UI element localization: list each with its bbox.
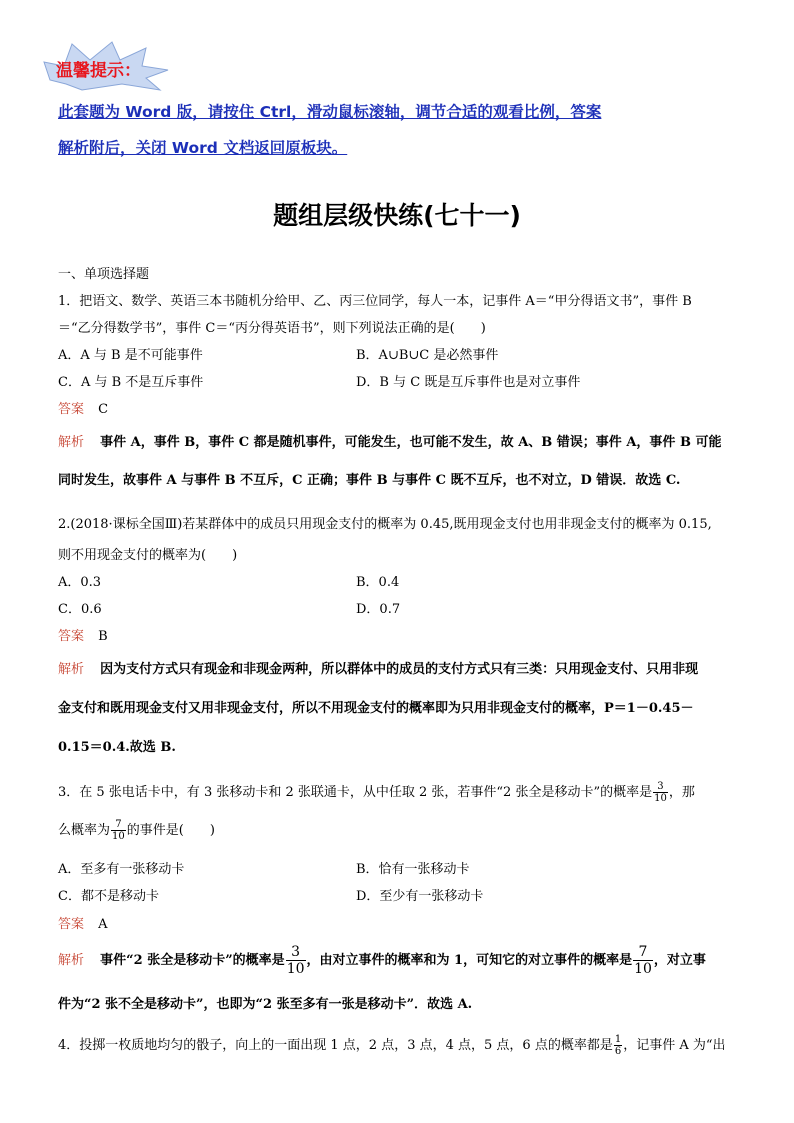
q3-stem-line-1 xyxy=(58,780,695,806)
q2-option-c: C．0.6 xyxy=(58,602,102,617)
analysis-label: 解析 xyxy=(58,953,85,968)
q2-option-b: B．0.4 xyxy=(356,575,400,590)
answer-value: B xyxy=(98,629,108,644)
fraction xyxy=(286,944,306,977)
fraction-numerator: 7 xyxy=(111,819,126,831)
fraction xyxy=(633,944,653,977)
fraction-denominator: 10 xyxy=(286,961,305,977)
q2-analysis-line-3 xyxy=(58,738,176,758)
fraction-numerator: 3 xyxy=(653,781,668,793)
q2-stem-line-1: 2.(2018·课标全国Ⅲ)若某群体中的成员只用现金支付的概率为 0.45,既用现金支付也用非现金支付的概率为 0.15, xyxy=(58,517,712,532)
q3-option-b: B．恰有一张移动卡 xyxy=(356,862,470,877)
fraction-denominator: 10 xyxy=(112,831,125,842)
fraction xyxy=(614,1034,622,1057)
q4-stem-text: ，记事件 A 为“出 xyxy=(623,1038,726,1053)
analysis-text: 件为“2 张不全是移动卡”，也即为“2 张至多有一张是移动卡”．故选 A. xyxy=(58,997,473,1012)
fraction xyxy=(653,781,668,804)
q3-stem-text: 3．在 5 张电话卡中，有 3 张移动卡和 2 张联通卡，从中任取 2 张，若事件“2 张全是移动卡”的概率是 xyxy=(58,785,653,800)
fraction-denominator: 10 xyxy=(634,961,652,977)
q3-answer xyxy=(58,915,108,935)
q1-option-a: A．A 与 B 是不可能事件 xyxy=(58,348,203,363)
q1-answer xyxy=(58,400,108,420)
analysis-text: 事件“2 张全是移动卡”的概率是 xyxy=(100,953,285,968)
analysis-label: 解析 xyxy=(58,662,85,677)
q3-option-d: D．至少有一张移动卡 xyxy=(356,889,484,904)
q1-analysis-line-2 xyxy=(58,471,680,491)
answer-value: C xyxy=(98,402,109,417)
q1-option-b: B．A∪B∪C 是必然事件 xyxy=(356,348,499,363)
q2-answer xyxy=(58,627,108,647)
q2-analysis-line-1 xyxy=(58,660,698,680)
q3-stem-text: 的事件是( ) xyxy=(126,823,215,838)
fraction-numerator: 1 xyxy=(614,1034,622,1045)
q3-option-c: C．都不是移动卡 xyxy=(58,889,159,904)
analysis-text: 0.15＝0.4.故选 B. xyxy=(58,740,176,755)
q3-analysis-line-1 xyxy=(58,944,706,978)
q3-stem-text: 么概率为 xyxy=(58,823,111,838)
answer-label: 答案 xyxy=(58,629,85,644)
fraction-denominator: 10 xyxy=(654,793,667,804)
q2-option-d: D．0.7 xyxy=(356,602,401,617)
q2-stem-line-2: 则不用现金支付的概率为( ) xyxy=(58,548,238,563)
q3-analysis-line-2 xyxy=(58,995,472,1015)
warm-tip-label: 温馨提示： xyxy=(56,61,141,81)
q2-analysis-line-2 xyxy=(58,699,693,719)
answer-value: A xyxy=(98,917,108,932)
q1-option-c: C．A 与 B 不是互斥事件 xyxy=(58,375,204,390)
fraction-denominator: 6 xyxy=(614,1046,622,1057)
analysis-text: ，由对立事件的概率和为 1，可知它的对立事件的概率是 xyxy=(306,953,633,968)
analysis-text: 因为支付方式只有现金和非现金两种，所以群体中的成员的支付方式只有三类：只用现金支付、只用非现 xyxy=(100,662,699,677)
q1-stem-line-1: 1．把语文、数学、英语三本书随机分给甲、乙、丙三位同学，每人一本，记事件 A＝“甲分得语文书”，事件 B xyxy=(58,294,692,309)
section-heading: 一、单项选择题 xyxy=(58,267,150,282)
notice-line-2: 解析附后，关闭 Word 文档返回原板块。 xyxy=(58,139,348,157)
analysis-text: 同时发生，故事件 A 与事件 B 不互斥，C 正确；事件 B 与事件 C 既不互斥，也不对立，D 错误．故选 C. xyxy=(58,473,681,488)
fraction-numerator: 3 xyxy=(286,944,306,961)
q4-stem-text: 4．投掷一枚质地均匀的骰子，向上的一面出现 1 点，2 点，3 点，4 点，5 点，6 点的概率都是 xyxy=(58,1038,613,1053)
warm-tip-badge xyxy=(42,40,170,92)
analysis-text: ，对立事 xyxy=(653,953,706,968)
q1-analysis-line-1 xyxy=(58,433,721,453)
fraction-numerator: 7 xyxy=(633,944,653,961)
q3-option-a: A．至多有一张移动卡 xyxy=(58,862,185,877)
analysis-text: 金支付和既用现金支付又用非现金支付，所以不用现金支付的概率即为只用非现金支付的概率，P＝1－0.45－ xyxy=(58,701,694,716)
q2-option-a: A．0.3 xyxy=(58,575,102,590)
answer-label: 答案 xyxy=(58,917,85,932)
q1-stem-line-2: ＝“乙分得数学书”，事件 C＝“丙分得英语书”，则下列说法正确的是( ) xyxy=(58,321,486,336)
answer-label: 答案 xyxy=(58,402,85,417)
analysis-text: 事件 A，事件 B，事件 C 都是随机事件，可能发生，也可能不发生，故 A、B 错误；事件 A，事件 B 可能 xyxy=(100,435,722,450)
q4-stem-line-1 xyxy=(58,1032,726,1060)
fraction xyxy=(111,819,126,842)
analysis-label: 解析 xyxy=(58,435,85,450)
q3-stem-text: ，那 xyxy=(668,785,695,800)
q1-option-d: D．B 与 C 既是互斥事件也是对立事件 xyxy=(356,375,581,390)
q3-stem-line-2 xyxy=(58,818,215,844)
notice-line-1: 此套题为 Word 版，请按住 Ctrl，滑动鼠标滚轴，调节合适的观看比例，答案 xyxy=(58,103,602,121)
page-title: 题组层级快练(七十一) xyxy=(273,201,521,230)
